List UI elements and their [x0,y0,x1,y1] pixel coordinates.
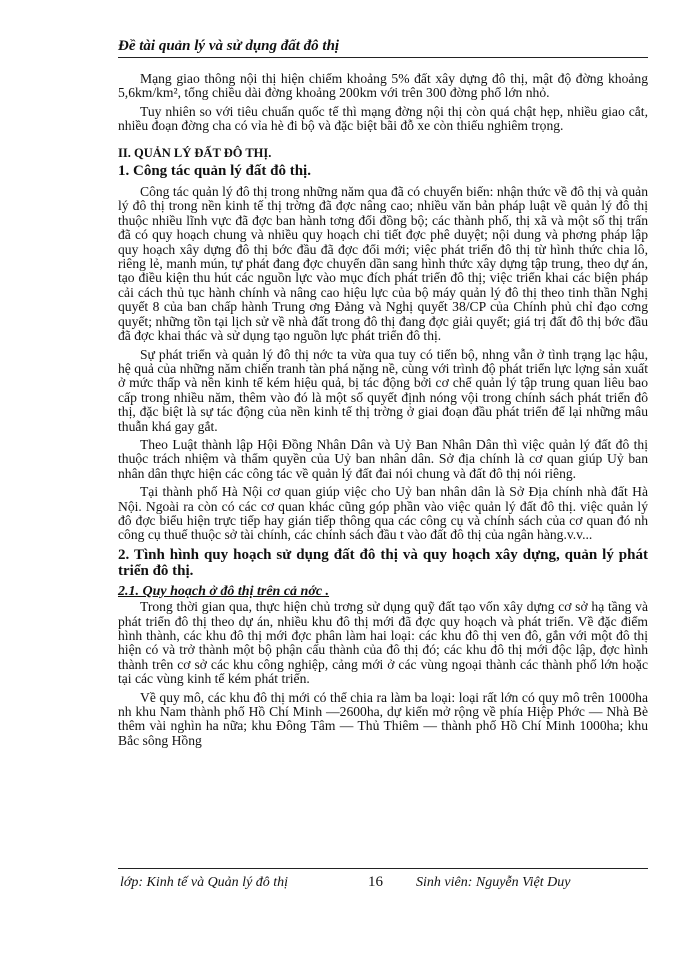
paragraph: Tuy nhiên so với tiêu chuẩn quốc tế thì mạng đờng nội thị còn quá chật hẹp, nhiều giao cắt, nhiều đoạn đờng cha có vỉa hè đi bộ và đặc biệt bãi đỗ xe còn thiếu nghiêm trọng. [118,103,648,134]
paragraph: Mạng giao thông nội thị hiện chiếm khoảng 5% đất xây dựng đô thị, mật độ đờng khoảng 5,6km/km², tổng chiều dài đờng khoảng 200km với trên 300 đờng phố lớn nhỏ. [118,71,648,101]
page-footer [118,868,648,890]
page-header: Đề tài quản lý và sử dụng đất đô thị [118,38,648,58]
footer-class-label: lớp: Kinh tế và Quản lý đô thị [120,875,289,890]
page-content [118,72,648,752]
paragraph: Theo Luật thành lập Hội Đồng Nhân Dân và Uỷ Ban Nhân Dân thì việc quản lý đất đô thị thuộc trách nhiệm và thẩm quyền của Uỷ ban nhân dân. Sở địa chính là cơ quan giúp Uỷ ban nhân dân thực hiện các công tác về quản lý đất đai nói chung và đất đô thị nói riêng. [118,436,648,481]
subsection-heading: 1. Công tác quản lý đất đô thị. [118,163,311,180]
sub-subsection-heading: 2.1. Quy hoạch ở đô thị trên cả nớc . [118,583,330,599]
paragraph: Sự phát triển và quản lý đô thị nớc ta vừa qua tuy có tiến bộ, nhng vẫn ở tình trạng lạc hậu, hệ quả của những năm chiến tranh tàn phá nặng nề, cùng với trình độ phát triển lực lợng sản xuất ở mức thấp và nền kinh tế kém hiệu quả, bị tác động bởi cơ chế quản lý tập trung quan liêu bao cấp trong nhiều năm, thêm vào đó là một số quyết định nóng vội trong chính sách phát triển đô thị, đặc biệt là sự tác động của nền kinh tế thị trờng ở giai đoạn đầu phát triển để lại những mâu thuẫn khá gay gắt. [118,346,648,434]
paragraph: Về quy mô, các khu đô thị mới có thể chia ra làm ba loại: loại rất lớn có quy mô trên 1000ha nh khu Nam thành phố Hồ Chí Minh —2600ha, dự kiến mở rộng về phía Hiệp Phớc — Nhà Bè thêm vài nghìn ha nữa; khu Đông Tâm — Thủ Thiêm — thành phố Hồ Chí Minh 1000ha; khu Bắc sông Hồng [118,689,648,748]
footer-student-label: Sinh viên: Nguyễn Việt Duy [416,875,571,890]
paragraph: Trong thời gian qua, thực hiện chủ trơng sử dụng quỹ đất tạo vốn xây dựng cơ sở hạ tầng và phát triển đô thị theo dự án, nhiều khu đô thị mới đã đợc quy hoạch và phát triển. Về đặc điểm hình thành, các khu đô thị mới đợc phân làm hai loại: các khu đô thị ven đô, gắn với một đô thị hiện có và trở thành một bộ phận cấu thành của đô thị đó; các khu đô thị mới độc lập, đợc hình thành trên cơ sở các khu công nghiệp, cảng mới ở các vùng ngoại thành các thành phố lớn hoặc tại các vùng kinh tế kém phát triển. [118,599,648,687]
paragraph: Tại thành phố Hà Nội cơ quan giúp việc cho Uỷ ban nhân dân là Sở Địa chính nhà đất Hà Nội. Ngoài ra còn có các cơ quan khác cũng góp phần vào việc quản lý đất đô thị. việc quản lý đô đợc biểu hiện trực tiếp hay gián tiếp thông qua các công cụ và chính sách của cơ quan đó nh công cụ thuế thuộc sở tài chính, các chính sách đầu t vào đất đô thị của ngân hàng.v.v... [118,484,648,543]
subsection-heading: 2. Tình hình quy hoạch sử dụng đất đô thị và quy hoạch xây dựng, quản lý phát triển đô thị. [118,546,648,579]
section-heading: II. QUẢN LÝ ĐẤT ĐÔ THỊ. [118,145,272,160]
page-number: 16 [368,874,383,890]
paragraph: Công tác quản lý đô thị trong những năm qua đã có chuyển biến: nhận thức về đô thị và quản lý đô thị trong nền kinh tế thị trờng đã đợc nâng cao; nhiều văn bản pháp luật về quản lý đô thị thuộc nhiều lĩnh vực đã đợc ban hành tơng đối đồng bộ; các thành phố, thị xã và một số thị trấn đã có quy hoạch chung và nhiều quy hoạch chi tiết đợc phê duyệt; nội dung và phơng pháp lập quy hoạch xây dựng đô thị bớc đầu đã đợc đổi mới; việc phát triển đô thị từ hình thức chia lô, riêng lẻ, manh mún, tự phát đang đợc chuyển dần sang hình thức xây dựng tập trung, theo dự án, tạo điều kiện thu hút các nguồn lực vào mục đích phát triển đô thị; việc triển khai các biện pháp cải cách thủ tục hành chính và nâng cao hiệu lực của bộ máy quản lý đô thị theo tinh thần Nghị quyết 8 của ban chấp hành Trung ơng Đảng và Nghị quyết 38/CP của Chính phủ chỉ đạo cơng quyết; những tồn tại lịch sử về nhà đất trong đô thị đang đợc giải quyết; giá trị đất đô thị bớc đầu đã đợc khai thác và sử dụng tạo nguồn lực phát triển đô thị. [118,184,648,344]
